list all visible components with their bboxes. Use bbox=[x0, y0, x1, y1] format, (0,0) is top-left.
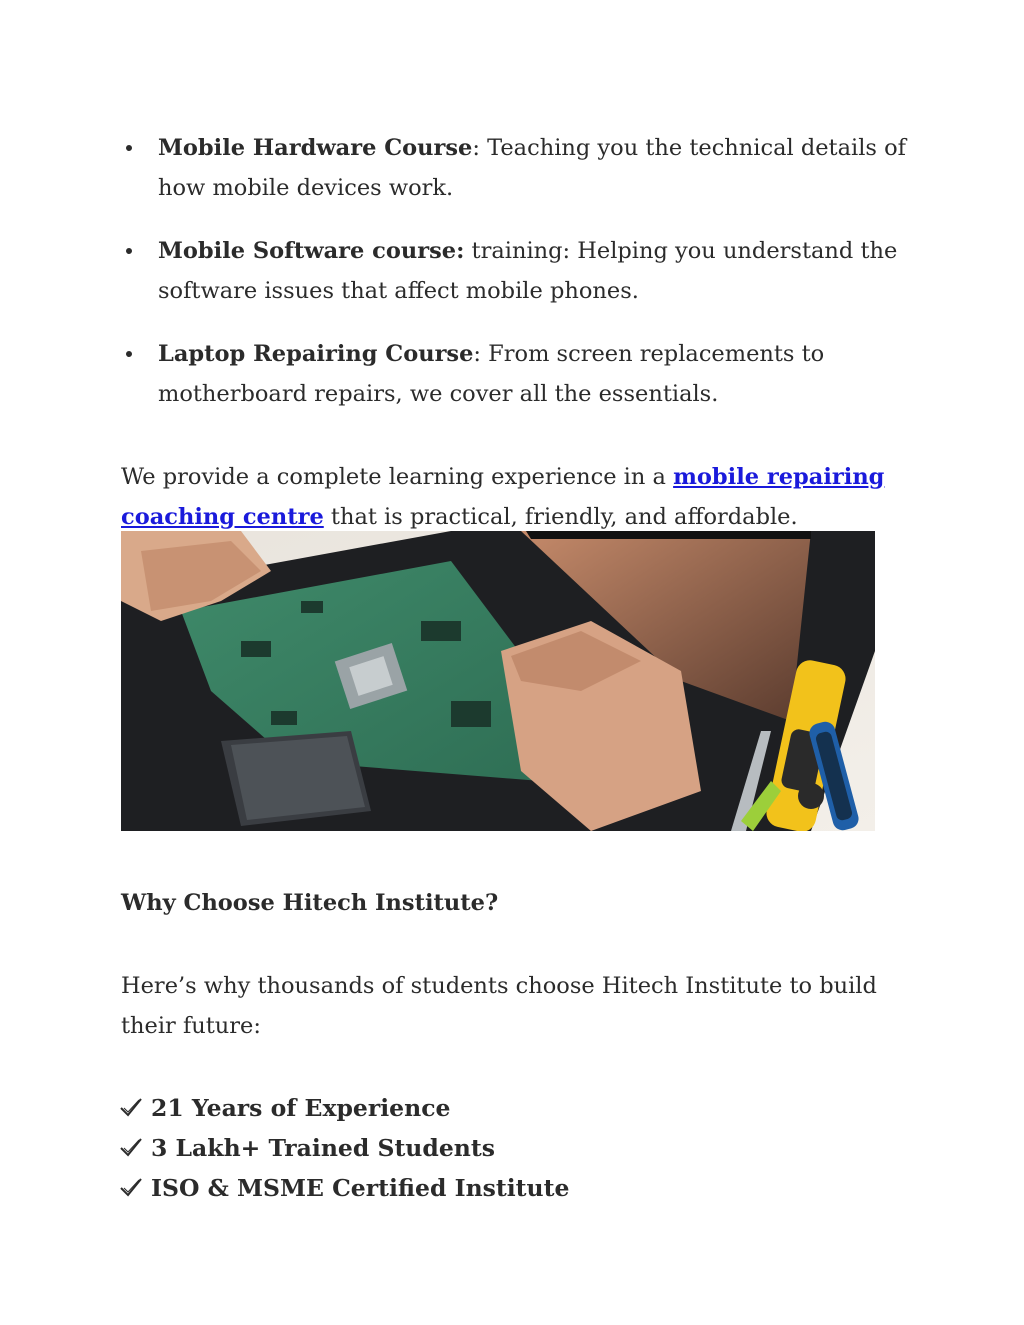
list-item bbox=[119, 1128, 569, 1168]
course-list bbox=[121, 128, 921, 437]
list-item bbox=[119, 1088, 569, 1128]
check-mark-icon bbox=[119, 1136, 143, 1158]
course-description: : Teaching you the technical details of how mobile devices work. bbox=[158, 135, 906, 201]
course-description: : From screen replacements to motherboard repairs, we cover all the essentials. bbox=[158, 341, 825, 407]
highlight-text: ISO & MSME Certified Institute bbox=[151, 1174, 570, 1202]
course-title: Laptop Repairing Course bbox=[158, 341, 474, 367]
bullet-icon bbox=[126, 145, 132, 151]
intro-text: We provide a complete learning experience in a bbox=[121, 464, 674, 490]
section-heading: Why Choose Hitech Institute? bbox=[121, 890, 499, 916]
bullet-icon bbox=[126, 248, 132, 254]
highlights-list bbox=[119, 1088, 569, 1208]
check-mark-icon bbox=[119, 1096, 143, 1118]
why-paragraph: Here’s why thousands of students choose Hitech Institute to build their future: bbox=[121, 973, 877, 1039]
list-item bbox=[119, 1168, 569, 1208]
bullet-icon bbox=[126, 351, 132, 357]
intro-paragraph bbox=[121, 457, 911, 537]
list-item bbox=[121, 231, 921, 311]
check-mark-icon bbox=[119, 1176, 143, 1198]
intro-text-end: that is practical, friendly, and affordable. bbox=[323, 504, 798, 530]
highlight-text: 3 Lakh+ Trained Students bbox=[151, 1134, 495, 1162]
list-item bbox=[121, 334, 921, 414]
course-description: training: Helping you understand the software issues that affect mobile phones. bbox=[158, 238, 898, 304]
highlight-text: 21 Years of Experience bbox=[151, 1094, 451, 1122]
coaching-centre-link[interactable]: mobile repairing coaching centre bbox=[121, 464, 885, 530]
course-title: Mobile Software course: bbox=[158, 238, 465, 264]
list-item bbox=[121, 128, 921, 208]
laptop-repair-photo bbox=[121, 531, 875, 831]
course-title: Mobile Hardware Course bbox=[158, 135, 473, 161]
